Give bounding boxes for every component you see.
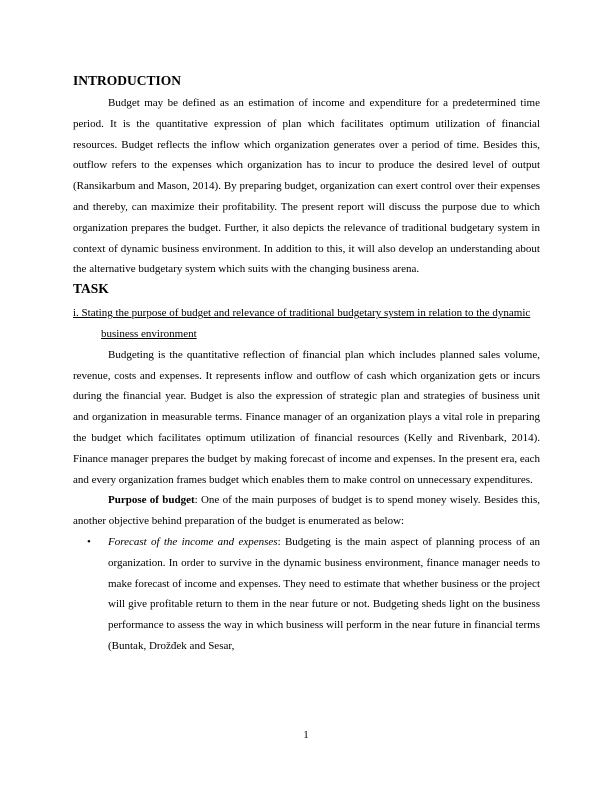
introduction-paragraph: Budget may be defined as an estimation of income and expenditure for a predetermined time period. It is the quantitative expression of plan which facilitates optimum utilization of financial resources. Budget reflects the inflow which organization generates over a period of time. Besides this, outflow refers to the expenses which organization has to incur to produce the desired level of output (Ransikarbum and Mason, 2014). By preparing budget, organization can exert control over their expenses and thereby, can maximize their profitability. The present report will discuss the purpose due to which organization prepares the budget. Further, it also depicts the relevance of traditional budgetary system in context of dynamic business environment. In addition to this, it will also develop an understanding about the alternative budgetary system which suits with the changing business arena.	[73, 97, 540, 276]
purpose-lead: Purpose of budget	[108, 494, 195, 507]
purpose-text: : One of the main purposes of budget is to spend money wisely. Besides this, another objective behind preparation of the budget is enumerated as below:	[73, 494, 540, 528]
bullet-text: : Budgeting is the main aspect of planning process of an organization. In order to survive in the dynamic business environment, finance manager needs to make forecast of income and expenses. They need to estimate that whether business or the project will give profitable return to them in the near future or not. Budgeting sheds light on the business performance to assess the way in which business will perform in the near future in financial terms (Buntak, Drožđek and Sesar,	[108, 535, 541, 652]
introduction-heading: INTRODUCTION	[73, 73, 182, 88]
bullet-lead: Forecast of the income and expenses	[108, 535, 278, 548]
purpose-paragraph	[73, 490, 540, 532]
task-subheading: i. Stating the purpose of budget and relevance of traditional budgetary system in relation to the dynamic business environment	[73, 307, 531, 340]
purpose-list	[73, 532, 540, 657]
task-heading: TASK	[73, 281, 109, 297]
list-item	[73, 532, 540, 657]
task-paragraph: Budgeting is the quantitative reflection of financial plan which includes planned sales volume, revenue, costs and expenses. It represents inflow and outflow of cash which organization gets or incurs during the financial year. Budget is also the expression of strategic plan and strategies of business unit and organization in measurable terms. Finance manager of an organization plays a vital role in preparing the budget which facilitates optimum utilization of financial resources (Kelly and Rivenbark, 2014). Finance manager prepares the budget by making forecast of income and expenses. In the present era, each and every organization frames budget which enables them to make control on unnecessary expenditures.	[73, 348, 540, 486]
page-number: 1	[303, 729, 309, 741]
page-content	[73, 72, 540, 657]
bullet-icon: •	[87, 535, 91, 548]
